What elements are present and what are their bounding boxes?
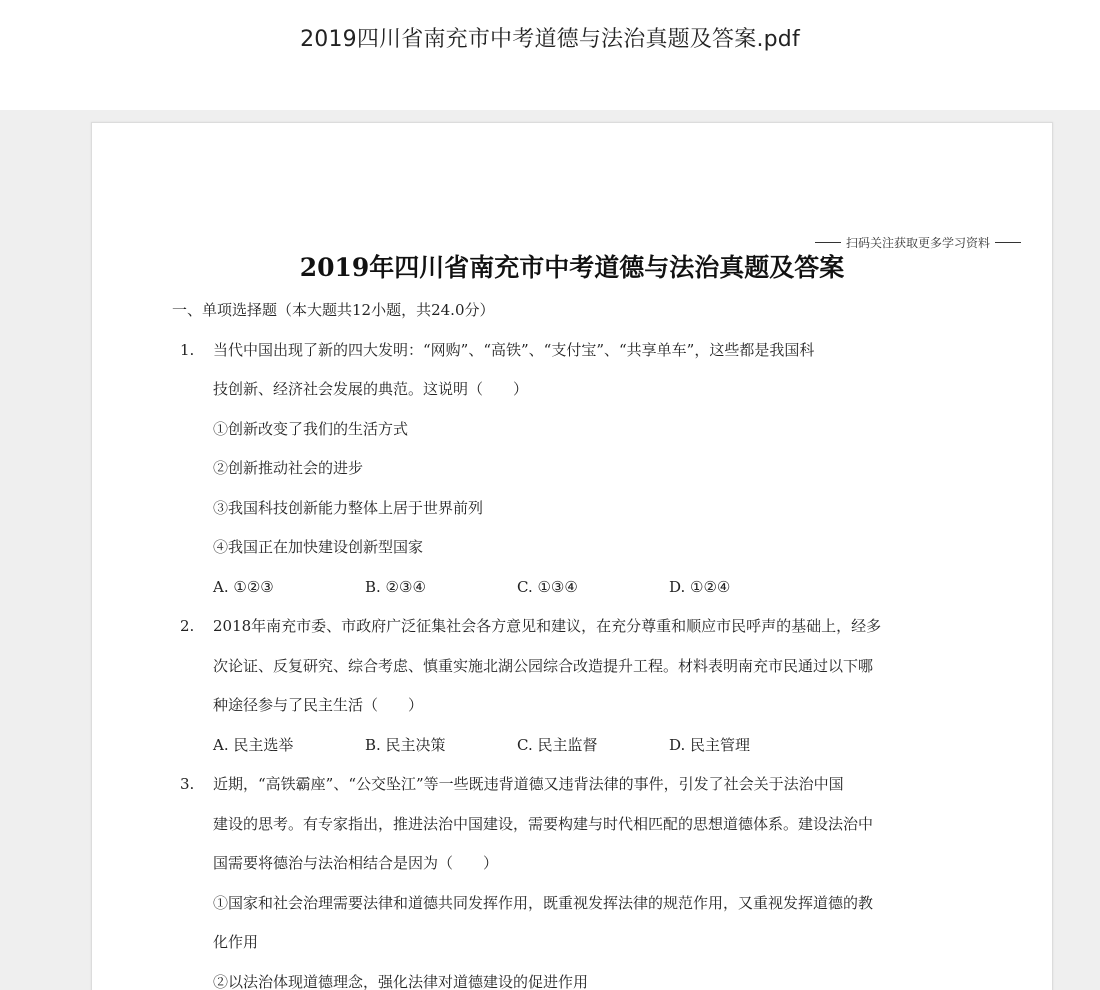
option-c: C. ①③④ xyxy=(517,577,578,596)
slogan-rule-left xyxy=(815,242,841,243)
option-b: B. ②③④ xyxy=(365,577,426,596)
question-stem: 当代中国出现了新的四大发明：“网购”、“高铁”、“支付宝”、“共享单车”，这些都是我国科 xyxy=(213,340,815,359)
statement: ④我国正在加快建设创新型国家 xyxy=(213,538,424,556)
file-title: 2019四川省南充市中考道德与法治真题及答案.pdf xyxy=(300,27,800,52)
statement: ①创新改变了我们的生活方式 xyxy=(213,419,409,438)
option-d: D. 民主管理 xyxy=(669,735,751,754)
option-c: C. 民主监督 xyxy=(517,735,598,754)
slogan-text: 扫码关注获取更多学习资料 xyxy=(845,236,990,250)
statement: ①国家和社会治理需要法律和道德共同发挥作用，既重视发挥法律的规范作用，又重视发挥道德的教 xyxy=(213,893,874,912)
question-number: 2. xyxy=(180,617,195,635)
question-stem: 种途径参与了民主生活（ ） xyxy=(213,696,424,714)
document-body xyxy=(172,298,972,990)
question-stem: 技创新、经济社会发展的典范。这说明（ ） xyxy=(213,380,529,398)
viewer-header xyxy=(0,0,1100,110)
statement: ②以法治体现道德理念，强化法律对道德建设的促进作用 xyxy=(213,972,589,990)
question-3-line-1 xyxy=(172,772,972,812)
question-stem: 2018年南充市委、市政府广泛征集社会各方意见和建议，在充分尊重和顺应市民呼声的基础上，经多 xyxy=(213,617,882,635)
question-1-line-1 xyxy=(172,338,972,378)
question-stem: 近期，“高铁霸座”、“公交坠江”等一些既违背道德又违背法律的事件，引发了社会关于法治中国 xyxy=(213,775,844,793)
pdf-page xyxy=(91,122,1053,990)
question-stem: 次论证、反复研究、综合考虑、慎重实施北湖公园综合改造提升工程。材料表明南充市民通过以下哪 xyxy=(213,656,874,675)
statement: 化作用 xyxy=(213,933,259,951)
slogan-rule-right xyxy=(995,242,1021,243)
question-stem: 国需要将德治与法治相结合是因为（ ） xyxy=(213,854,499,872)
option-a: A. ①②③ xyxy=(213,577,274,596)
pdf-viewer[interactable] xyxy=(0,110,1100,990)
options-row xyxy=(172,575,972,615)
question-2-line-1 xyxy=(172,614,972,654)
question-stem: 建设的思考。有专家指出，推进法治中国建设，需要构建与时代相匹配的思想道德体系。建设法治中 xyxy=(213,814,874,833)
question-number: 1. xyxy=(180,340,195,359)
statement: ③我国科技创新能力整体上居于世界前列 xyxy=(213,498,484,517)
options-row xyxy=(172,733,972,773)
option-d: D. ①②④ xyxy=(669,577,731,596)
option-a: A. 民主选举 xyxy=(213,735,294,754)
option-b: B. 民主决策 xyxy=(365,735,446,754)
statement: ②创新推动社会的进步 xyxy=(213,459,364,477)
document-title: 2019年四川省南充市中考道德与法治真题及答案 xyxy=(299,253,845,282)
question-number: 3. xyxy=(180,775,195,793)
section-heading: 一、单项选择题（本大题共12小题，共24.0分） xyxy=(172,301,495,319)
